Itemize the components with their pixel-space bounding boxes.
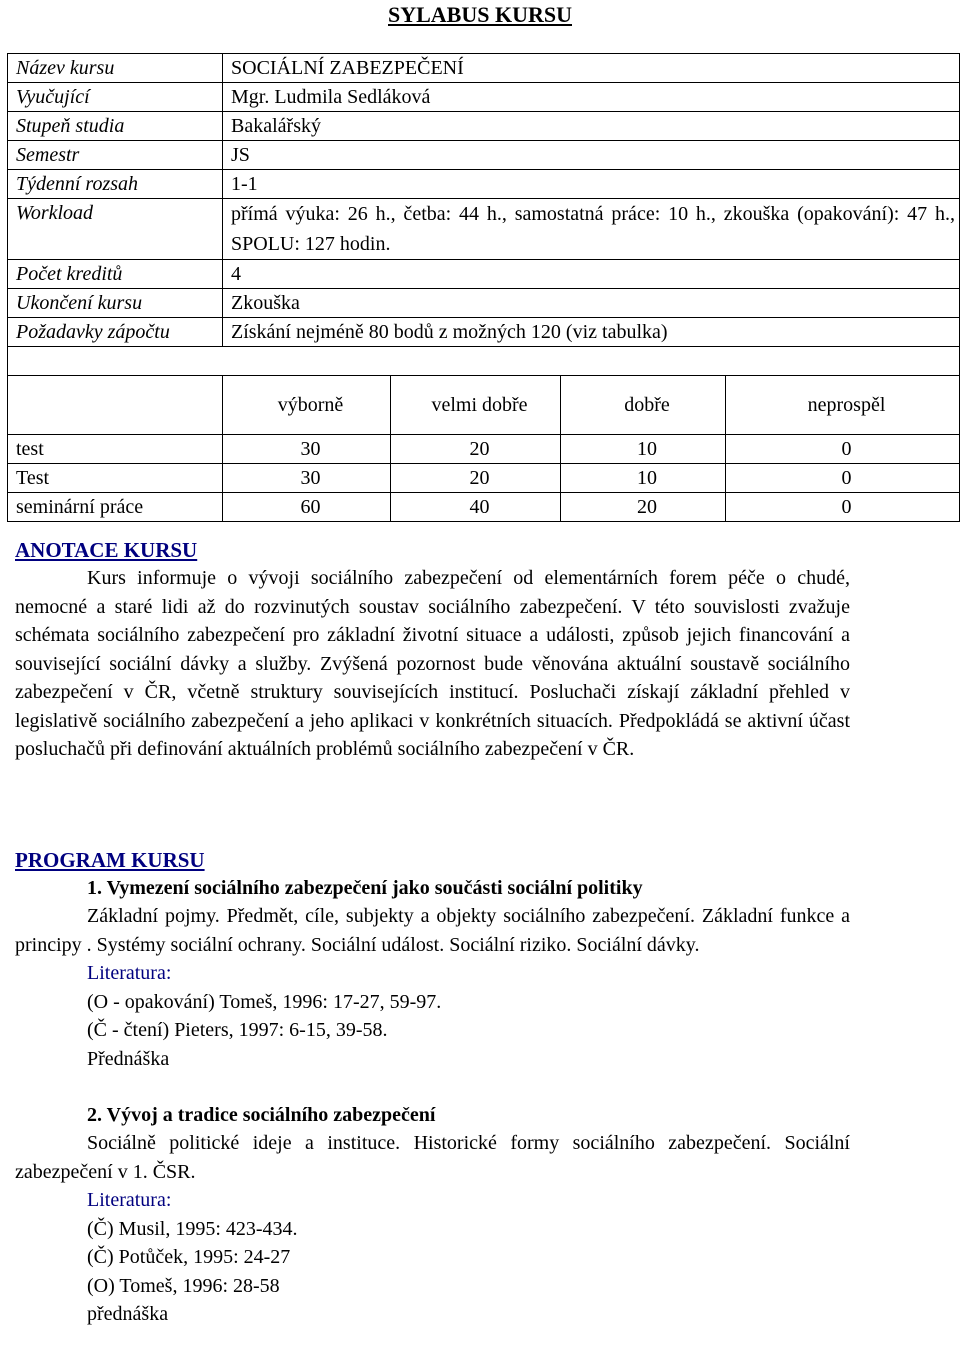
info-row [8,289,960,318]
grade-value: 10 [561,464,726,493]
grade-value: 20 [561,493,726,522]
info-row [8,199,960,260]
info-value: Bakalářský [223,112,960,141]
info-value: JS [223,141,960,170]
info-label: Workload [8,199,223,260]
item-spacer [15,1073,850,1101]
program-item-heading: Vymezení sociálního zabezpečení jako součásti sociální politiky [106,877,643,899]
program-item-title [15,1101,850,1129]
info-label: Týdenní rozsah [8,170,223,199]
annotation-text [15,564,850,764]
teaching-form: Přednáška [87,1047,170,1070]
grade-header: neprospěl [726,376,960,435]
literature-ref: (O - opakování) Tomeš, 1996: 17-27, 59-97. [87,990,442,1013]
info-value: Zkouška [223,289,960,318]
program-title: PROGRAM KURSU [15,848,205,872]
grade-row-label: seminární práce [8,493,223,522]
info-value: Získání nejméně 80 bodů z možných 120 (viz tabulka) [223,318,960,347]
grade-row-label: test [8,435,223,464]
grade-row-label: Test [8,464,223,493]
program-item-body-text: Sociálně politické ideje a instituce. Historické formy sociálního zabezpečení. Sociální zabezpečení v 1. ČSR. [15,1132,850,1183]
info-row [8,170,960,199]
literature-label: Literatura: [87,1189,172,1211]
program-item [15,1101,850,1329]
grade-value: 20 [391,464,561,493]
literature-ref: (Č) Potůček, 1995: 24-27 [87,1246,291,1268]
info-label: Stupeň studia [8,112,223,141]
program-item [15,874,850,1073]
program-item-body [15,1129,850,1186]
info-value: přímá výuka: 26 h., četba: 44 h., samostatná práce: 10 h., zkouška (opakování): 47 h., SPOLU: 127 hodin. [223,199,960,260]
info-row [8,83,960,112]
program-item-number: 2. [87,1104,102,1126]
page-title: SYLABUS KURSU [388,2,572,27]
info-value: 4 [223,260,960,289]
info-row [8,318,960,347]
program-item-body-text: Základní pojmy. Předmět, cíle, subjekty a objekty sociálního zabezpečení. Základní funkce a principy . Systémy sociální ochrany. Sociální událost. Sociální riziko. Sociální dávky. [15,905,850,956]
program-item-number: 1. [87,877,102,899]
spacer-row [8,347,960,376]
info-value: 1-1 [223,170,960,199]
info-label: Semestr [8,141,223,170]
literature-ref: (Č - čtení) Pieters, 1997: 6-15, 39-58. [87,1019,388,1041]
teaching-form: přednáška [87,1303,169,1325]
program-item-heading: Vývoj a tradice sociálního zabezpečení [106,1104,436,1126]
grade-value: 0 [726,464,960,493]
annotation-body: Kurs informuje o vývoji sociálního zabezpečení od elementárních forem péče o chudé, nemocné a staré lidi až do rozvinutých soustav sociálního zabezpečení. V této souvislosti zvažuje schémata sociálního zabezpečení pro základní životní situace a události, způsob jejich financování a související sociální dávky a služby. Zvýšená pozornost bude věnována aktuální soustavě sociálního zabezpečení v ČR, včetně struktury souvisejících institucí. Posluchači získají základní přehled v legislativě sociálního zabezpečení a jeho aplikaci v konkrétních situacích. Předpokládá se aktivní účast posluchačů při definování aktuálních problémů sociálního zabezpečení v ČR. [15,567,850,760]
info-row [8,260,960,289]
grade-value: 40 [391,493,561,522]
program-section [15,846,850,1329]
info-label: Ukončení kursu [8,289,223,318]
info-label: Název kursu [8,54,223,83]
grade-value: 30 [223,464,391,493]
grade-value: 60 [223,493,391,522]
grade-header-row [8,376,960,435]
grade-row [8,493,960,522]
grade-header-empty [8,376,223,435]
program-item-title [15,874,850,902]
info-label: Vyučující [8,83,223,112]
info-label: Požadavky zápočtu [8,318,223,347]
grade-value: 0 [726,435,960,464]
info-value: SOCIÁLNÍ ZABEZPEČENÍ [223,54,960,83]
grade-value: 0 [726,493,960,522]
grade-row [8,464,960,493]
literature-label: Literatura: [87,962,172,984]
info-value: Mgr. Ludmila Sedláková [223,83,960,112]
grade-value: 10 [561,435,726,464]
annotation-title: ANOTACE KURSU [15,538,198,562]
grade-header: velmi dobře [391,376,561,435]
literature-ref: (O) Tomeš, 1996: 28-58 [87,1274,280,1297]
spacer-cell [8,347,960,376]
grade-value: 20 [391,435,561,464]
grade-header: výborně [223,376,391,435]
info-row [8,54,960,83]
grade-header: dobře [561,376,726,435]
info-row [8,141,960,170]
course-info-table [7,53,960,522]
info-label: Počet kreditů [8,260,223,289]
annotation-section [15,536,850,764]
grade-row [8,435,960,464]
grade-value: 30 [223,435,391,464]
program-item-body [15,902,850,959]
info-row [8,112,960,141]
literature-ref: (Č) Musil, 1995: 423-434. [87,1217,298,1240]
